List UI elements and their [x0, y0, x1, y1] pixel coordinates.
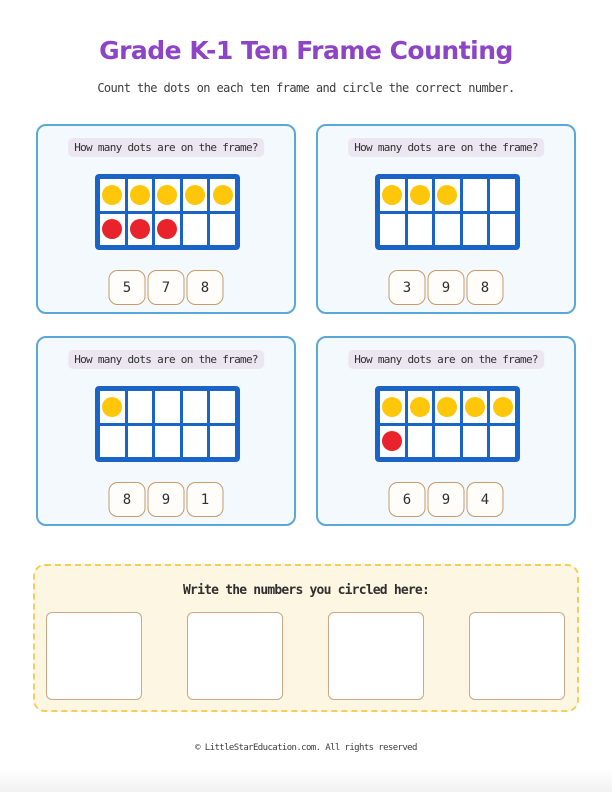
answer-choices	[389, 482, 504, 517]
problem-card-4	[316, 336, 576, 526]
yellow-dot	[410, 185, 430, 205]
frame-cell	[435, 426, 460, 458]
choice-option[interactable]: 9	[148, 482, 185, 517]
frame-cell	[380, 214, 405, 246]
frame-cell	[408, 426, 433, 458]
choice-option[interactable]: 6	[389, 482, 426, 517]
answer-box-3[interactable]	[328, 612, 424, 700]
frame-cell	[490, 179, 515, 211]
frame-cell	[408, 391, 433, 423]
choice-option[interactable]: 7	[148, 270, 185, 305]
frame-cell	[490, 426, 515, 458]
frame-cell	[435, 179, 460, 211]
choice-option[interactable]: 5	[109, 270, 146, 305]
frame-cell	[463, 179, 488, 211]
ten-frame	[375, 174, 520, 250]
yellow-dot	[465, 397, 485, 417]
frame-cell	[100, 179, 125, 211]
frame-cell	[183, 179, 208, 211]
frame-cell	[155, 391, 180, 423]
answer-panel	[33, 564, 579, 712]
choice-option[interactable]: 9	[428, 482, 465, 517]
frame-cell	[100, 426, 125, 458]
yellow-dot	[382, 185, 402, 205]
frame-cell	[210, 391, 235, 423]
worksheet-instructions: Count the dots on each ten frame and circle the correct number.	[97, 81, 515, 95]
problem-card-3	[36, 336, 296, 526]
yellow-dot	[213, 185, 233, 205]
frame-cell	[128, 426, 153, 458]
choice-option[interactable]: 3	[389, 270, 426, 305]
frame-cell	[210, 214, 235, 246]
choice-option[interactable]: 8	[467, 270, 504, 305]
yellow-dot	[410, 397, 430, 417]
frame-cell	[128, 179, 153, 211]
yellow-dot	[382, 397, 402, 417]
yellow-dot	[493, 397, 513, 417]
yellow-dot	[102, 397, 122, 417]
worksheet-title: Grade K-1 Ten Frame Counting	[99, 36, 513, 65]
frame-cell	[155, 179, 180, 211]
yellow-dot	[437, 185, 457, 205]
yellow-dot	[130, 185, 150, 205]
answer-choices	[109, 270, 224, 305]
answer-choices	[109, 482, 224, 517]
frame-cell	[380, 426, 405, 458]
answer-box-2[interactable]	[187, 612, 283, 700]
red-dot	[102, 219, 122, 239]
frame-cell	[155, 426, 180, 458]
frame-cell	[490, 214, 515, 246]
frame-cell	[128, 214, 153, 246]
choice-option[interactable]: 1	[187, 482, 224, 517]
frame-cell	[128, 391, 153, 423]
frame-cell	[463, 426, 488, 458]
yellow-dot	[185, 185, 205, 205]
red-dot	[382, 431, 402, 451]
problem-card-1	[36, 124, 296, 314]
frame-cell	[435, 214, 460, 246]
frame-cell	[435, 391, 460, 423]
choice-option[interactable]: 8	[187, 270, 224, 305]
frame-cell	[408, 214, 433, 246]
frame-cell	[463, 214, 488, 246]
problem-question: How many dots are on the frame?	[68, 138, 264, 157]
yellow-dot	[102, 185, 122, 205]
frame-cell	[183, 426, 208, 458]
frame-cell	[380, 179, 405, 211]
ten-frame	[375, 386, 520, 462]
problem-question: How many dots are on the frame?	[68, 350, 264, 369]
frame-cell	[210, 426, 235, 458]
frame-cell	[380, 391, 405, 423]
problem-question: How many dots are on the frame?	[348, 350, 544, 369]
ten-frame	[95, 386, 240, 462]
problem-question: How many dots are on the frame?	[348, 138, 544, 157]
answer-box-1[interactable]	[46, 612, 142, 700]
frame-cell	[463, 391, 488, 423]
frame-cell	[155, 214, 180, 246]
answer-box-4[interactable]	[469, 612, 565, 700]
frame-cell	[100, 214, 125, 246]
problem-card-2	[316, 124, 576, 314]
frame-cell	[183, 391, 208, 423]
answer-panel-title: Write the numbers you circled here:	[183, 583, 429, 598]
page-edge-shadow	[0, 770, 612, 792]
ten-frame	[95, 174, 240, 250]
choice-option[interactable]: 4	[467, 482, 504, 517]
copyright-footer: © LittleStarEducation.com. All rights reserved	[195, 743, 417, 753]
yellow-dot	[157, 185, 177, 205]
red-dot	[130, 219, 150, 239]
frame-cell	[408, 179, 433, 211]
red-dot	[157, 219, 177, 239]
choice-option[interactable]: 8	[109, 482, 146, 517]
frame-cell	[210, 179, 235, 211]
yellow-dot	[437, 397, 457, 417]
frame-cell	[490, 391, 515, 423]
frame-cell	[183, 214, 208, 246]
answer-choices	[389, 270, 504, 305]
choice-option[interactable]: 9	[428, 270, 465, 305]
frame-cell	[100, 391, 125, 423]
